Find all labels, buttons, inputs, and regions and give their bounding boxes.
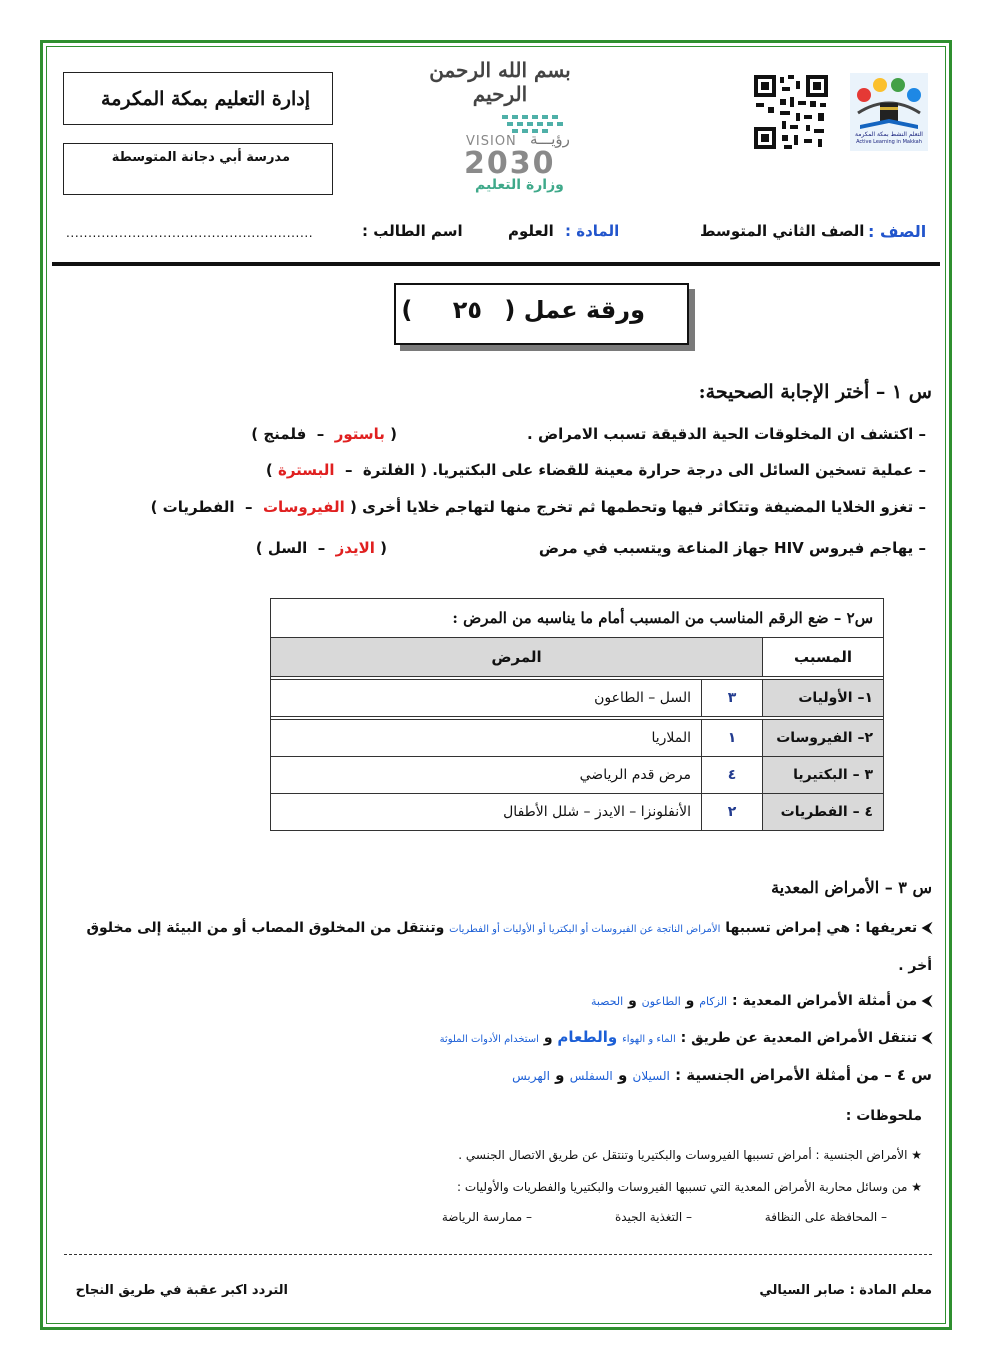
paren-close: ) xyxy=(255,539,263,557)
q3-t1: الماء و الهواء xyxy=(622,1034,676,1045)
paren-close: ) xyxy=(150,498,158,516)
q1-item-2-other: الفلترة xyxy=(362,461,415,479)
vision-ar: رؤيـــة xyxy=(530,130,570,148)
and: و xyxy=(555,1066,565,1084)
table-row xyxy=(271,794,884,831)
q1-item-2-choices xyxy=(266,461,427,479)
grade-label: الصف : xyxy=(868,222,927,241)
q1-item-3-text: – تغزو الخلايا المضيفة وتتكاثر فيها وتحطمها ثم تخرج منها لتهاجم خلايا أخرى xyxy=(362,498,926,516)
q2-cause: ٣ – البكتيريا xyxy=(763,757,884,794)
title-number: ٢٥ xyxy=(452,296,483,324)
q1-item-3 xyxy=(151,498,926,516)
sep: – xyxy=(316,425,325,443)
paren-close: ) xyxy=(251,425,259,443)
sep: – xyxy=(244,498,253,516)
vision-en: VISION xyxy=(466,134,517,149)
q3-ex1: الزكام xyxy=(699,995,728,1008)
note-method-3: – ممارسة الرياضة xyxy=(441,1210,532,1224)
footer-divider xyxy=(64,1254,932,1255)
q3-def-label: تعريفها : هي إمراض تسببها xyxy=(725,920,918,936)
q1-item-2-answer: البسترة xyxy=(278,461,335,479)
q3-ex-label: من أمثلة الأمراض المعدية : xyxy=(732,993,918,1009)
q1-item-1 xyxy=(527,425,926,443)
q3-transmission xyxy=(440,1028,932,1046)
table-row xyxy=(271,680,884,717)
q3-trans-label: تنتقل الأمراض المعدية عن طريق : xyxy=(680,1030,918,1046)
q1-item-4-other: السل xyxy=(267,539,308,557)
q4-a2: السفلس xyxy=(569,1069,613,1083)
q1-item-1-answer: باستور xyxy=(334,425,385,443)
q3-ex3: الحصبة xyxy=(590,995,624,1008)
q3-t3: استخدام الأدوات الملوثة xyxy=(439,1034,539,1045)
q4-a1: السيلان xyxy=(632,1069,670,1083)
q1-item-4-answer: الايدز xyxy=(335,539,375,557)
note-2: ★ من وسائل محاربة الأمراض المعدية التي تسببها الفيروسات والبكتيريا والفطريات والأوليات : xyxy=(456,1180,922,1194)
q2-cause: ٢– الفيروسات xyxy=(763,720,884,757)
q3-heading: س ٣ – الأمراض المعدية xyxy=(771,878,932,897)
title-text xyxy=(400,296,645,324)
basmala: بسم الله الرحمن الرحيم xyxy=(429,58,571,106)
q4 xyxy=(512,1066,932,1084)
q1-item-4-choices xyxy=(256,539,387,557)
q2-disease: الملاريا xyxy=(271,720,702,757)
q3-ex2: الطاعون xyxy=(641,995,681,1008)
sep: – xyxy=(317,539,326,557)
header-divider xyxy=(52,262,940,266)
q3-definition xyxy=(87,920,932,936)
q4-a3: الهربس xyxy=(512,1069,550,1083)
paren-open: ( xyxy=(390,425,397,443)
paren-open: ( xyxy=(420,461,427,479)
logo-caption-en: Active Learning in Makkah xyxy=(856,139,922,145)
paren-open: ( xyxy=(380,539,387,557)
and: و xyxy=(685,993,695,1009)
q1-item-4 xyxy=(539,539,926,557)
sep: – xyxy=(344,461,353,479)
q1-item-2-text: – عملية تسخين السائل الى درجة حرارة معينة للقضاء على البكتيريا. xyxy=(432,461,926,479)
notes-heading: ملحوظات : xyxy=(845,1108,922,1124)
q3-def-rest: وتنتقل من المخلوق المصاب أو من البيئة إلى مخلوق xyxy=(86,920,445,936)
q3-def-end: أخر . xyxy=(898,958,932,974)
q3-examples xyxy=(591,993,932,1009)
q2-disease: السل – الطاعون xyxy=(271,680,702,717)
teacher-name: معلم المادة : صابر السيالي xyxy=(759,1283,932,1298)
q2-num[interactable]: ٢ xyxy=(702,794,763,831)
q2-cause: ١– الأوليات xyxy=(763,680,884,717)
subject-value: العلوم xyxy=(508,222,554,240)
q1-item-3-other: الفطريات xyxy=(162,498,235,516)
q1-heading: س ١ – أختر الإجابة الصحيحة: xyxy=(698,381,932,403)
and: و xyxy=(617,1066,628,1084)
title-close: ) xyxy=(401,296,413,324)
grade-value: الصف الثاني المتوسط xyxy=(700,222,865,240)
q1-item-3-answer: الفيروسات xyxy=(262,498,345,516)
q2-heading: س٢ – ضع الرقم المناسب من المسبب أمام ما يناسبه من المرض : xyxy=(271,599,884,638)
and: و xyxy=(543,1030,553,1046)
q2-num[interactable]: ٤ xyxy=(702,757,763,794)
and: و xyxy=(628,993,637,1009)
school-text: مدرسة أبي دجانة المتوسطة xyxy=(111,150,290,165)
q4-heading: س ٤ – من أمثلة الأمراض الجنسية : xyxy=(675,1066,932,1084)
note-method-2: – التغذية الجيدة xyxy=(614,1210,692,1224)
q2-disease: مرض قدم الرياضي xyxy=(271,757,702,794)
logo-caption: التعلم النشط بمكة المكرمة xyxy=(855,131,923,138)
vision-year: 2030 xyxy=(464,146,556,181)
table-row xyxy=(271,757,884,794)
q2-num[interactable]: ١ xyxy=(702,720,763,757)
q2-cause: ٤ – الفطريات xyxy=(763,794,884,831)
q3-def-answer: الأمراض الناتجة عن الفيروسات أو البكتريا أو الأوليات أو الفطريات xyxy=(449,924,721,935)
qr-code-icon xyxy=(752,73,830,151)
arrow-icon: ⮜ xyxy=(922,920,932,936)
arrow-icon: ⮜ xyxy=(922,1030,932,1046)
q1-item-1-text: – اكتشف ان المخلوقات الحية الدقيقة تسبب الامراض . xyxy=(527,425,926,443)
student-name-field[interactable]: ........................................................ xyxy=(66,226,314,240)
admin-text: إدارة التعليم بمكة المكرمة xyxy=(101,88,310,110)
title-label: ورقة عمل ( xyxy=(504,296,645,324)
q2-col-cause: المسبب xyxy=(763,638,884,677)
note-method-1: – المحافظة على النظافة xyxy=(764,1210,887,1224)
q1-item-1-choices xyxy=(251,425,397,443)
motto: التردد اكبر عقبة في طريق النجاح xyxy=(75,1283,288,1298)
q2-header-row xyxy=(271,638,884,677)
q1-item-4-text: – يهاجم فيروس HIV جهاز المناعة ويتسبب في مرض xyxy=(538,539,926,557)
subject-label: المادة : xyxy=(565,222,620,240)
q1-item-1-other: فلمنج xyxy=(263,425,307,443)
paren-close: ) xyxy=(265,461,273,479)
q2-num[interactable]: ٣ xyxy=(702,680,763,717)
q3-t2: والطعام xyxy=(557,1028,618,1046)
q2-disease: الأنفلونزا – الايدز – شلل الأطفال xyxy=(271,794,702,831)
q1-item-2 xyxy=(432,461,926,479)
qr-code xyxy=(752,73,830,155)
q2-table xyxy=(270,598,884,831)
arrow-icon: ⮜ xyxy=(922,993,932,1009)
note-1: ★ الأمراض الجنسية : أمراض تسببها الفيروسات والبكتيريا وتنتقل عن طريق الاتصال الجنسي . xyxy=(458,1148,922,1162)
q2-heading-row xyxy=(271,599,884,638)
q2-col-disease: المرض xyxy=(271,638,763,677)
paren-open: ( xyxy=(349,498,357,516)
student-label: اسم الطالب : xyxy=(362,222,463,240)
table-row xyxy=(271,720,884,757)
ministry-name: وزارة التعليم xyxy=(475,177,564,193)
